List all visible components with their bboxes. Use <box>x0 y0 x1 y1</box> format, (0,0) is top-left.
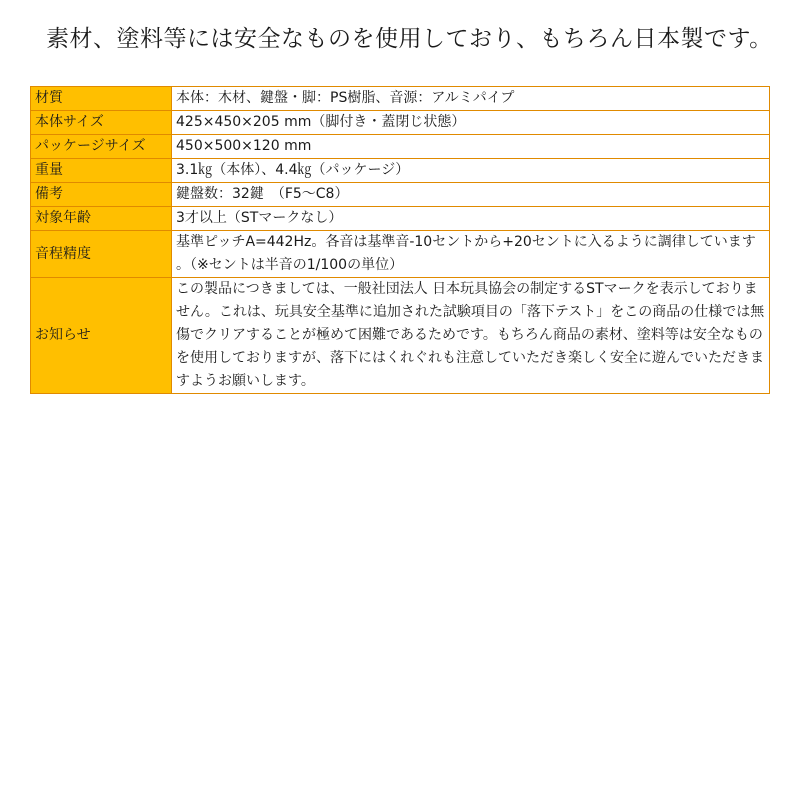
spec-value-package-size: 450×500×120 mm <box>172 135 770 159</box>
spec-value-pitch-accuracy: 基準ピッチA=442Hz。各音は基準音-10セントから+20セントに入るように調律しています。（※セントは半音の1/100の単位） <box>172 231 770 278</box>
table-row <box>31 135 770 159</box>
spec-label-material: 材質 <box>31 87 172 111</box>
table-row <box>31 87 770 111</box>
table-row <box>31 159 770 183</box>
table-row <box>31 207 770 231</box>
spec-label-weight: 重量 <box>31 159 172 183</box>
spec-label-body-size: 本体サイズ <box>31 111 172 135</box>
spec-value-material: 本体：木材、鍵盤・脚：PS樹脂、音源：アルミパイプ <box>172 87 770 111</box>
spec-value-notice: この製品につきましては、一般社団法人 日本玩具協会の制定するSTマークを表示しておりません。これは、玩具安全基準に追加された試験項目の「落下テスト」をこの商品の仕様では無傷でクリアすることが極めて困難であるためです。もちろん商品の素材、塗料等は安全なものを使用しておりますが、落下にはくれぐれも注意していただき楽しく安全に遊んでいただきますようお願いします。 <box>172 278 770 394</box>
spec-value-remarks: 鍵盤数：32鍵 （F5～C8） <box>172 183 770 207</box>
table-row <box>31 183 770 207</box>
table-row <box>31 278 770 394</box>
spec-label-notice: お知らせ <box>31 278 172 394</box>
spec-label-remarks: 備考 <box>31 183 172 207</box>
spec-value-body-size: 425×450×205 mm（脚付き・蓋閉じ状態） <box>172 111 770 135</box>
spec-value-target-age: 3才以上（STマークなし） <box>172 207 770 231</box>
spec-value-weight: 3.1㎏（本体）、4.4㎏（パッケージ） <box>172 159 770 183</box>
spec-label-target-age: 対象年齢 <box>31 207 172 231</box>
table-row <box>31 231 770 278</box>
spec-label-pitch-accuracy: 音程精度 <box>31 231 172 278</box>
table-row <box>31 111 770 135</box>
spec-label-package-size: パッケージサイズ <box>31 135 172 159</box>
spec-table <box>30 86 770 394</box>
headline: 素材、塗料等には安全なものを使用しており、もちろん日本製です。 <box>46 26 773 52</box>
